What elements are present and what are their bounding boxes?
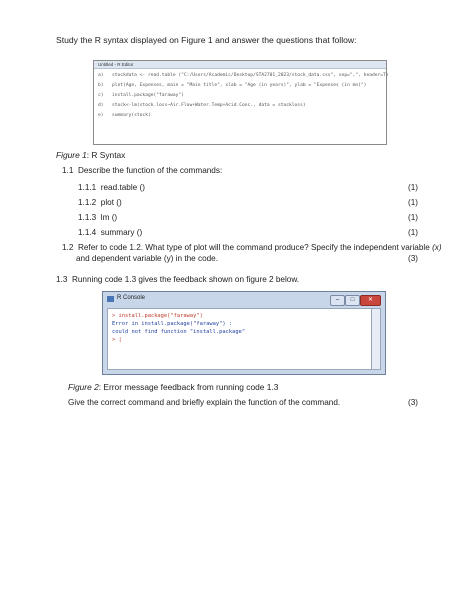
question-1-2-line2: and dependent variable (y) in the code. bbox=[76, 254, 219, 263]
question-1-3: 1.3 Running code 1.3 gives the feedback shown on figure 2 below. bbox=[56, 275, 300, 284]
r-editor-title: Untitled - R Editor bbox=[98, 62, 134, 67]
maximize-icon[interactable]: □ bbox=[345, 295, 360, 306]
marks: (1) bbox=[407, 213, 418, 222]
question-1-1-2: 1.1.2 plot () bbox=[78, 198, 122, 207]
final-question: Give the correct command and briefly explain the function of the command. bbox=[68, 398, 341, 407]
question-1-1-1: 1.1.1 read.table () bbox=[78, 183, 145, 192]
close-icon[interactable]: ✕ bbox=[360, 295, 381, 306]
marks: (1) bbox=[407, 228, 418, 237]
console-scrollbar[interactable] bbox=[371, 308, 381, 370]
minimize-icon[interactable]: – bbox=[330, 295, 345, 306]
code-line: a) stockdata <- read.table ("C:/Users/Academic/Desktop/STA2701_2023/stock_data.csv", sep=",", header=T) bbox=[98, 73, 389, 78]
r-console-title: R Console bbox=[117, 295, 146, 301]
console-line: could not find function "install.package" bbox=[112, 329, 246, 335]
r-editor-window bbox=[93, 60, 387, 145]
marks: (3) bbox=[407, 254, 418, 263]
figure1-caption: Figure 1: R Syntax bbox=[56, 150, 126, 160]
marks: (1) bbox=[407, 198, 418, 207]
console-line: > install.package("faraway") bbox=[112, 313, 203, 319]
question-1-1-4: 1.1.4 summary () bbox=[78, 228, 143, 237]
code-line: c) install.package("faraway") bbox=[98, 93, 184, 98]
console-output[interactable] bbox=[107, 308, 374, 370]
code-line: b) plot(Age, Expenses, main = "Main title", xlab = "Age (in years)", ylab = "Expenses (in mn)") bbox=[98, 83, 367, 88]
code-line: e) summary(stock) bbox=[98, 113, 151, 118]
r-console-title-bar bbox=[103, 292, 385, 307]
question-1-1-3: 1.1.3 lm () bbox=[78, 213, 118, 222]
figure2-caption: Figure 2: Error message feedback from running code 1.3 bbox=[68, 382, 279, 392]
console-line: Error in install.package("faraway") : bbox=[112, 321, 233, 327]
r-console-window bbox=[102, 291, 386, 375]
marks: (3) bbox=[407, 398, 418, 407]
marks: (1) bbox=[407, 183, 418, 192]
question-1-2: 1.2 Refer to code 1.2. What type of plot will the command produce? Specify the independent variable (x) bbox=[62, 243, 442, 252]
question-1-1: 1.1 Describe the function of the commands: bbox=[62, 166, 223, 175]
r-editor-title-bar bbox=[94, 61, 386, 69]
r-logo-icon bbox=[107, 296, 114, 302]
code-line: d) stock<-lm(stock.loss~Air.Flow+Water.Temp+Acid.Conc., data = stockloss) bbox=[98, 103, 306, 108]
console-prompt[interactable]: > | bbox=[112, 337, 122, 343]
intro-text: Study the R syntax displayed on Figure 1 and answer the questions that follow: bbox=[56, 35, 357, 45]
